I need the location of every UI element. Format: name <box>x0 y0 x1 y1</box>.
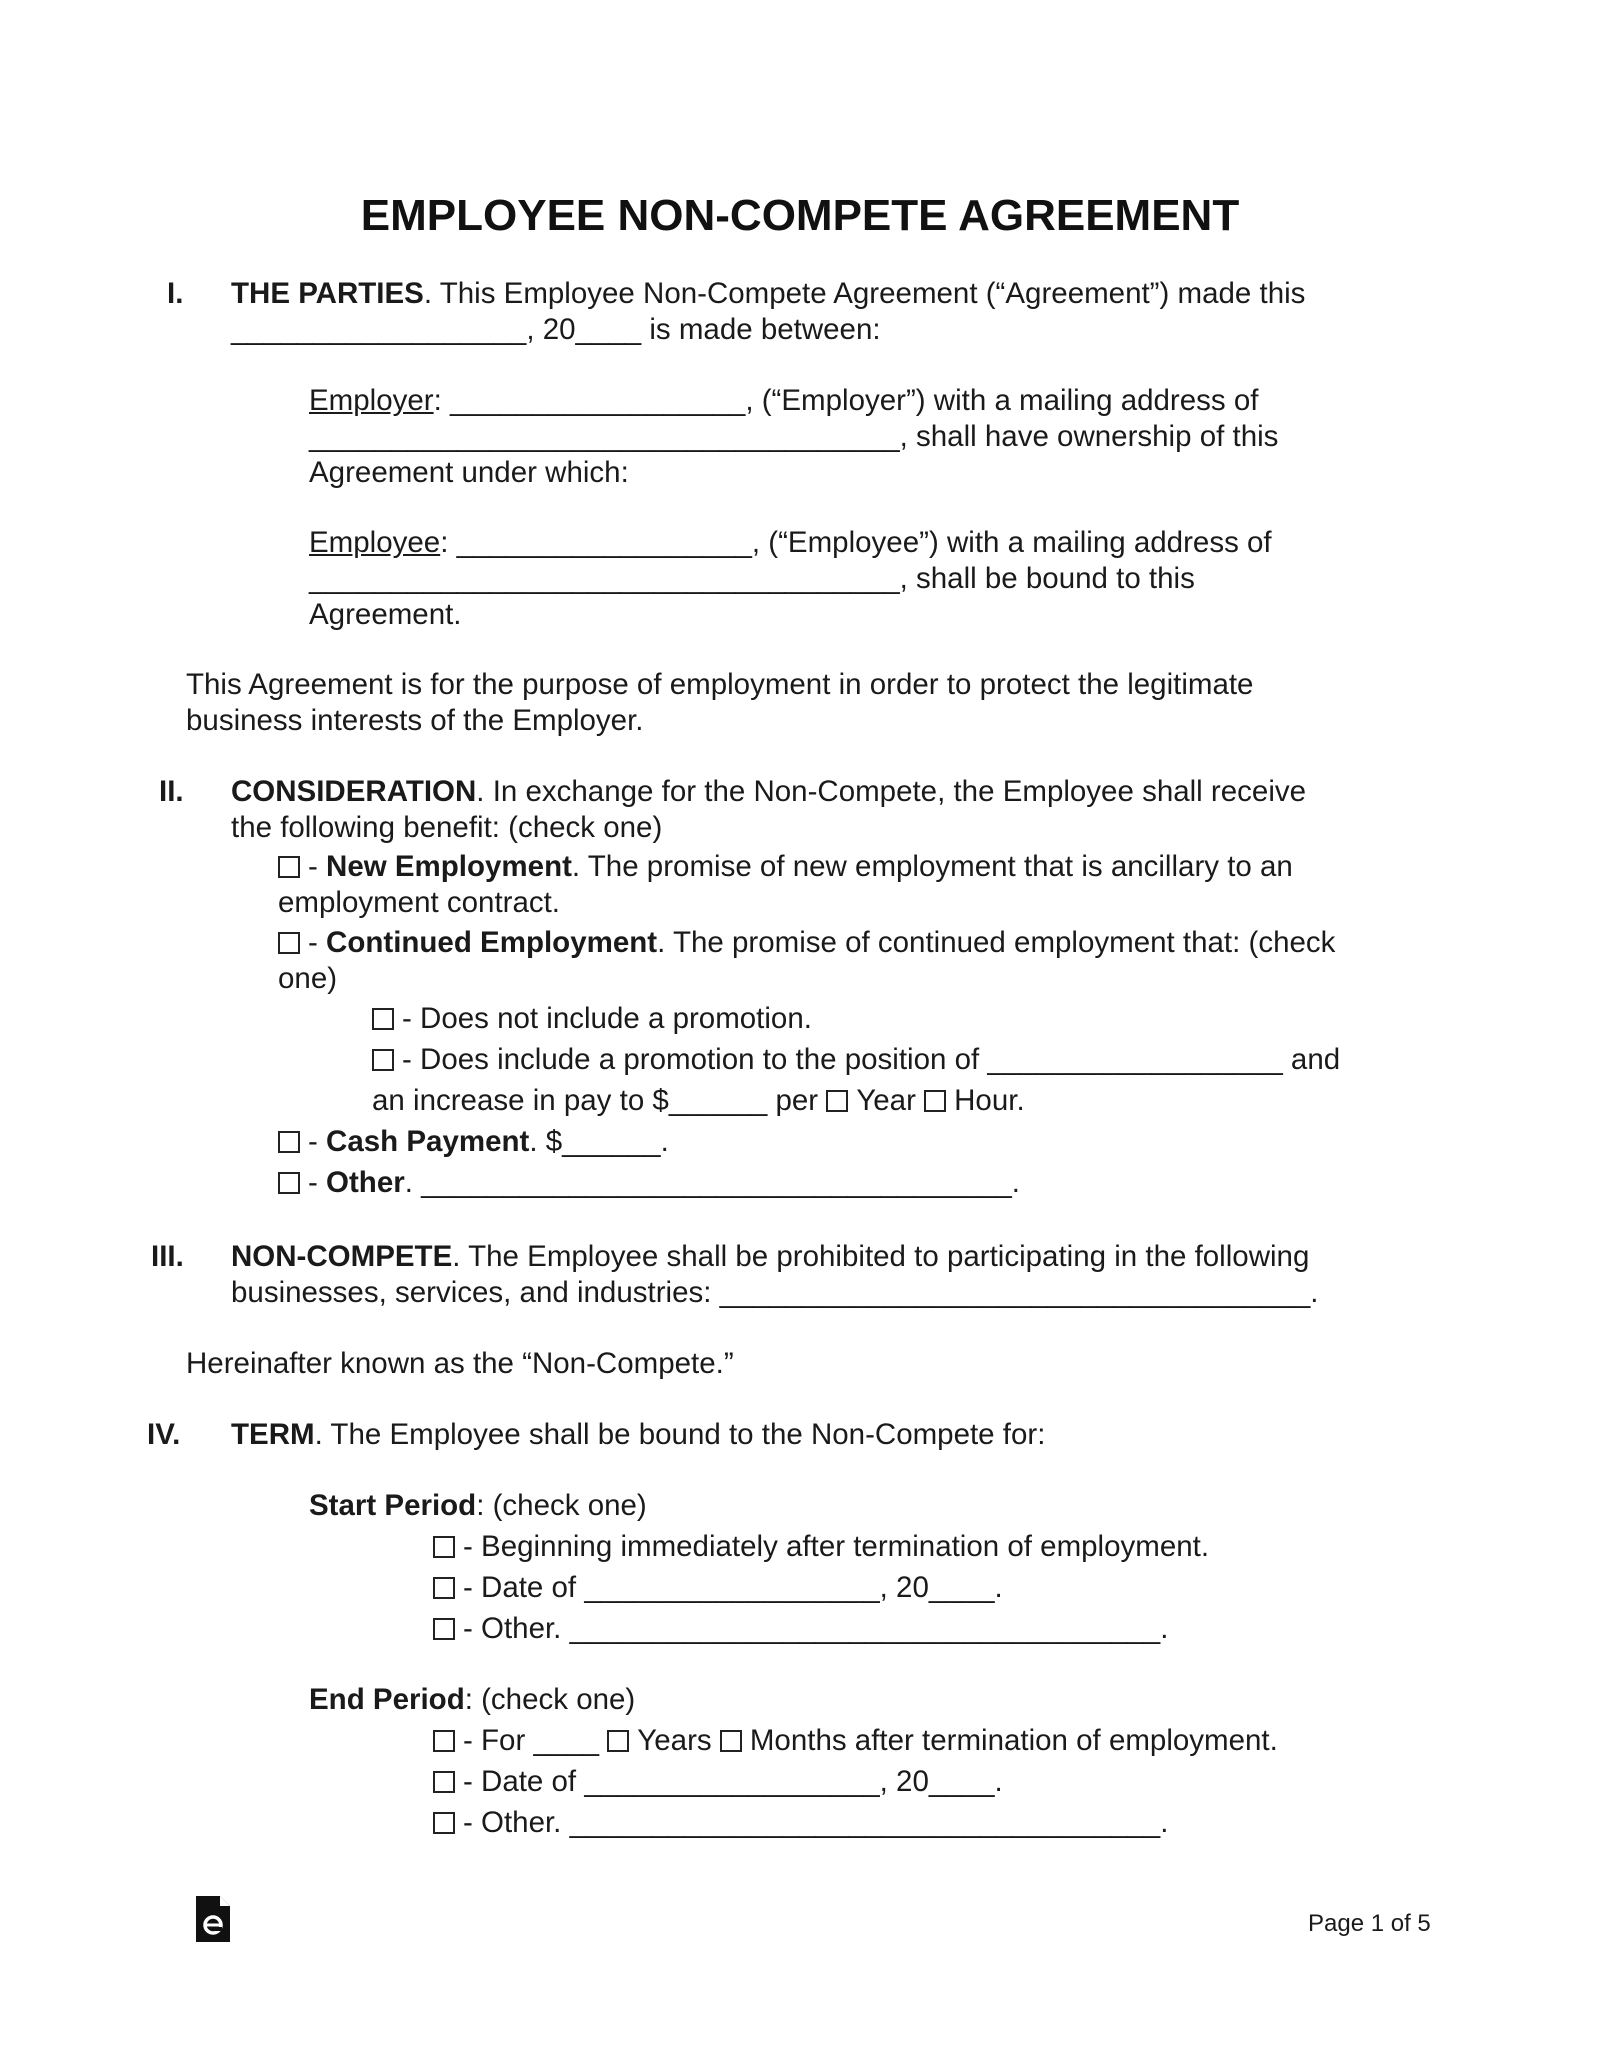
purpose-line-2: business interests of the Employer. <box>186 704 644 737</box>
employer-line-2: ____________________________________, shall have ownership of this <box>309 420 1279 453</box>
checkbox[interactable] <box>433 1730 455 1752</box>
employer-label: Employer <box>309 384 434 417</box>
checkbox[interactable] <box>278 1131 300 1153</box>
promotion-option: - Does include a promotion to the position of __________________ and <box>372 1042 1340 1078</box>
new-employment-cont: employment contract. <box>278 886 561 919</box>
logo-icon <box>196 1896 230 1942</box>
employee-line-1: Employee: __________________, (“Employee”) with a mailing address of <box>309 526 1272 559</box>
continued-employment-option: - Continued Employment. The promise of continued employment that: (check <box>278 925 1335 961</box>
checkbox[interactable] <box>924 1090 946 1112</box>
parties-line-2: __________________, 20____ is made between: <box>231 313 881 346</box>
purpose-line-1: This Agreement is for the purpose of employment in order to protect the legitimate <box>186 668 1254 701</box>
section-number: III. <box>151 1240 184 1273</box>
new-employment-option: - New Employment. The promise of new employment that is ancillary to an <box>278 849 1293 885</box>
hereinafter-line: Hereinafter known as the “Non-Compete.” <box>186 1347 734 1380</box>
section-number: IV. <box>147 1418 181 1451</box>
section-heading: TERM <box>231 1418 315 1451</box>
promotion-pay-line: an increase in pay to $______ per Year Hour. <box>372 1084 1025 1117</box>
document-title: EMPLOYEE NON-COMPETE AGREEMENT <box>360 191 1240 240</box>
checkbox[interactable] <box>433 1771 455 1793</box>
continued-employment-cont: one) <box>278 962 338 995</box>
consideration-line-2: the following benefit: (check one) <box>231 811 663 844</box>
section-heading: CONSIDERATION <box>231 775 477 808</box>
end-option-3: - Other. ____________________________________. <box>433 1805 1168 1841</box>
checkbox[interactable] <box>372 1049 394 1071</box>
start-option-3: - Other. ____________________________________. <box>433 1611 1168 1647</box>
section-heading: THE PARTIES <box>231 277 424 310</box>
employer-line-3: Agreement under which: <box>309 456 629 489</box>
term-line-1: TERM. The Employee shall be bound to the Non-Compete for: <box>231 1418 1046 1451</box>
checkbox[interactable] <box>433 1536 455 1558</box>
checkbox[interactable] <box>372 1008 394 1030</box>
page-number: Page 1 of 5 <box>1308 1910 1431 1937</box>
employee-line-2: ____________________________________, shall be bound to this <box>309 562 1195 595</box>
other-option: - Other. ____________________________________. <box>278 1165 1020 1201</box>
checkbox[interactable] <box>826 1090 848 1112</box>
employer-line-1: Employer: __________________, (“Employer”) with a mailing address of <box>309 384 1259 417</box>
checkbox[interactable] <box>433 1618 455 1640</box>
checkbox[interactable] <box>433 1812 455 1834</box>
checkbox[interactable] <box>433 1577 455 1599</box>
no-promotion-option: - Does not include a promotion. <box>372 1001 812 1037</box>
noncompete-line-1: NON-COMPETE. The Employee shall be prohibited to participating in the following <box>231 1240 1310 1273</box>
section-number: I. <box>167 277 184 310</box>
checkbox[interactable] <box>720 1730 742 1752</box>
section-heading: NON-COMPETE <box>231 1240 453 1273</box>
consideration-line-1: CONSIDERATION. In exchange for the Non-Compete, the Employee shall receive <box>231 775 1307 808</box>
checkbox[interactable] <box>278 856 300 878</box>
end-option-2: - Date of __________________, 20____. <box>433 1764 1003 1800</box>
noncompete-line-2: businesses, services, and industries: ____________________________________. <box>231 1276 1319 1309</box>
employee-label: Employee <box>309 526 441 559</box>
start-option-1: - Beginning immediately after termination of employment. <box>433 1529 1209 1565</box>
employee-line-3: Agreement. <box>309 598 462 631</box>
checkbox[interactable] <box>607 1730 629 1752</box>
start-option-2: - Date of __________________, 20____. <box>433 1570 1003 1606</box>
start-period-heading: Start Period: (check one) <box>309 1489 647 1522</box>
cash-payment-option: - Cash Payment. $______. <box>278 1124 669 1160</box>
checkbox[interactable] <box>278 932 300 954</box>
parties-line-1: THE PARTIES. This Employee Non-Compete Agreement (“Agreement”) made this <box>231 277 1306 310</box>
end-option-1: - For ____ Years Months after termination of employment. <box>433 1723 1278 1759</box>
section-number: II. <box>159 775 184 808</box>
end-period-heading: End Period: (check one) <box>309 1683 636 1716</box>
checkbox[interactable] <box>278 1172 300 1194</box>
